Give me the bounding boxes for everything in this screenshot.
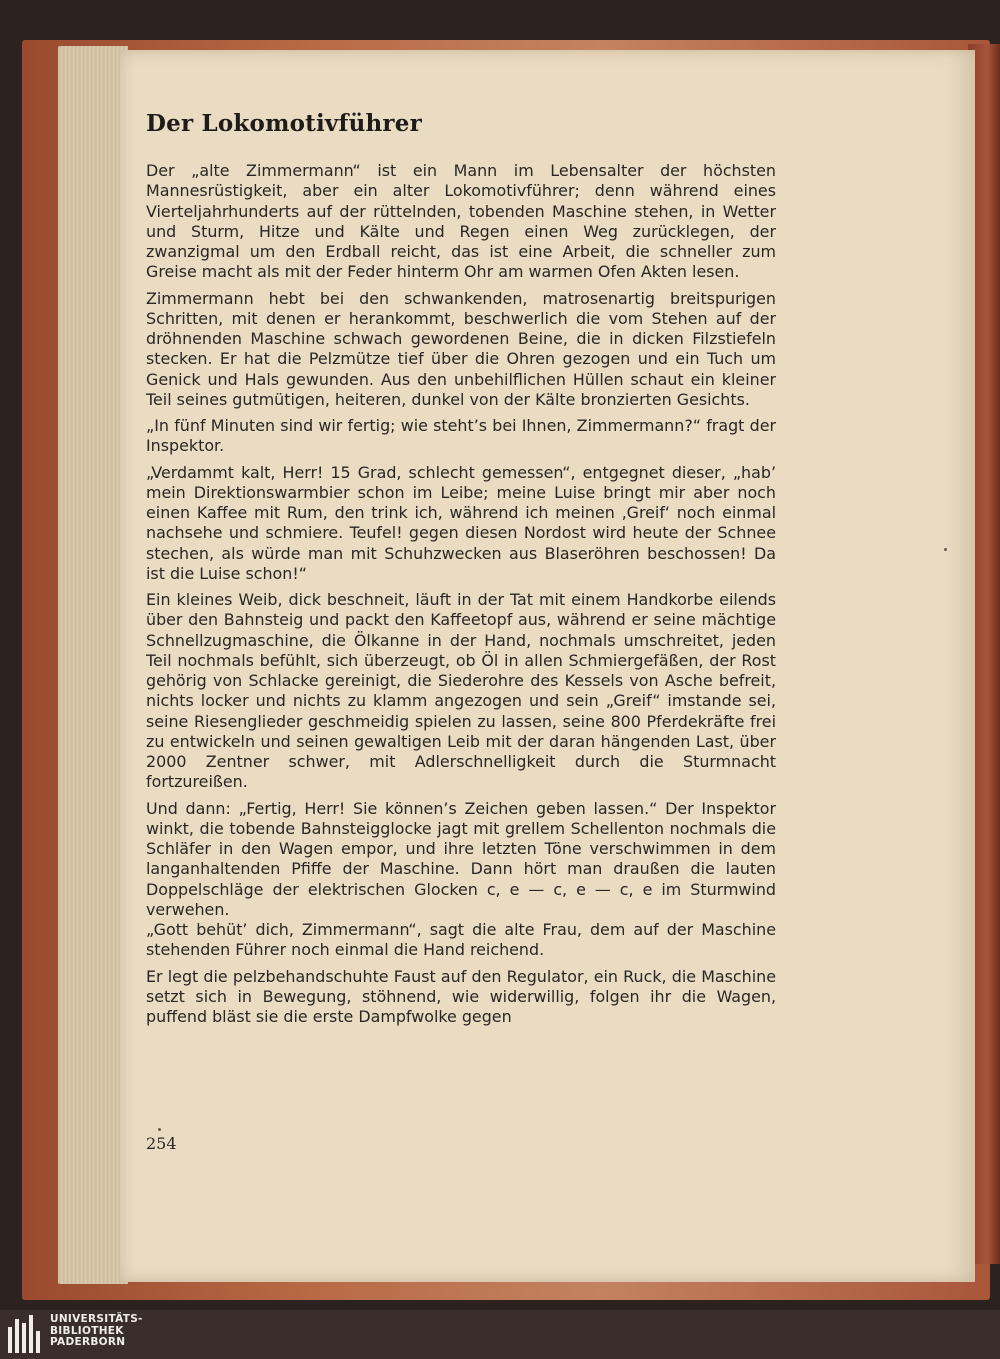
page-edges xyxy=(58,46,128,1284)
margin-mark xyxy=(944,548,947,551)
paragraph-1: Der „alte Zimmermann“ ist ein Mann im Lebensalter der höchsten Mannesrüstigkeit, aber ein alter Lokomotivführer; denn während eines Vierteljahrhunderts auf der rüttelnden, tobenden Maschine stehen, in Wetter und Sturm, Hitze und Kälte und Regen einen Weg zurücklegen, der zwanzigmal um den Erdball reicht, das ist eine Arbeit, die schneller zum Greise macht als mit der Feder hinterm Ohr am warmen Ofen Akten lesen. xyxy=(146,161,776,282)
paragraph-3: „In fünf Minuten sind wir fertig; wie steht’s bei Ihnen, Zimmermann?“ fragt der Inspektor. xyxy=(146,416,776,456)
library-logo-text xyxy=(50,1314,143,1349)
library-logo-icon xyxy=(8,1315,42,1353)
paragraph-8: Er legt die pelzbehandschuhte Faust auf den Regulator, ein Ruck, die Maschine setzt sich in Bewegung, stöhnend, wie widerwillig, folgen ihr die Wagen, puffend bläst sie die erste Dampfwolke gegen xyxy=(146,966,776,1026)
logo-line-2: BIBLIOTHEK xyxy=(50,1324,124,1337)
paragraph-4: „Verdammt kalt, Herr! 15 Grad, schlecht gemessen“, entgegnet dieser, „hab’ mein Direktionswarmbier schon im Leibe; meine Luise bringt mir aber noch einen Kaffee mit Rum, den trink ich, während ich meinen ‚Greif‘ noch einmal nachsehe und schmiere. Teufel! gegen diesen Nordost wird heute der Schnee stechen, als würde man mit Schuhzwecken aus Blaseröhren beschossen! Da ist die Luise schon!“ xyxy=(146,462,776,583)
logo-line-3: PADERBORN xyxy=(50,1336,126,1348)
paragraph-5: Ein kleines Weib, dick beschneit, läuft in der Tat mit einem Handkorbe eilends über den Bahnsteig und packt den Kaffeetopf aus, während er seine mächtige Schnellzugmaschine, die Ölkanne in der Hand, nochmals umschreitet, jeden Teil nochmals befühlt, sich überzeugt, ob Öl in allen Schmiergefäßen, der Rost gehörig von Schlacke gereinigt, die Siederohre des Kessels von Asche befreit, nichts locker und nichts zu klamm angezogen und sein „Greif“ imstande sei, seine Riesenglieder geschmeidig spielen zu lassen, seine 800 Pferdekräfte frei zu entwickeln und seinen gewaltigen Leib mit der daran hängenden Last, über 2000 Zentner schwer, mit Adlerschnelligkeit durch die Sturmnacht fortzureißen. xyxy=(146,590,776,792)
paragraph-7: „Gott behüt’ dich, Zimmermann“, sagt die alte Frau, dem auf der Maschine stehenden Führer noch einmal die Hand reichend. xyxy=(146,920,776,960)
paragraph-2: Zimmermann hebt bei den schwankenden, matrosenartig breitspurigen Schritten, mit denen er herankommt, beschwerlich die vom Stehen auf der dröhnenden Maschine schwach gewordenen Beine, die in dicken Filzstiefeln stecken. Er hat die Pelzmütze tief über die Ohren gezogen und ein Tuch um Genick und Hals gewunden. Aus den unbehilflichen Hüllen schaut ein kleiner Teil seines gutmütigen, heiteren, dunkel von der Kälte bronzierten Gesichts. xyxy=(146,288,776,409)
chapter-title: Der Lokomotivführer xyxy=(146,110,422,137)
page-number: 254 xyxy=(146,1134,177,1153)
margin-mark xyxy=(158,1128,161,1131)
logo-line-1: UNIVERSITÄTS- xyxy=(50,1313,143,1325)
page-content xyxy=(146,110,776,1033)
paragraph-6: Und dann: „Fertig, Herr! Sie können’s Zeichen geben lassen.“ Der Inspektor winkt, die tobende Bahnsteigglocke jagt mit grellem Schellenton nochmals die Schläfer in den Wagen empor, und ihre letzten Töne verschwimmen in dem langanhaltenden Pfiffe der Maschine. Dann hört man draußen die lauten Doppelschläge der elektrischen Glocken c, e — c, e — c, e im Sturmwind verwehen. xyxy=(146,798,776,919)
library-footer xyxy=(0,1310,1000,1359)
